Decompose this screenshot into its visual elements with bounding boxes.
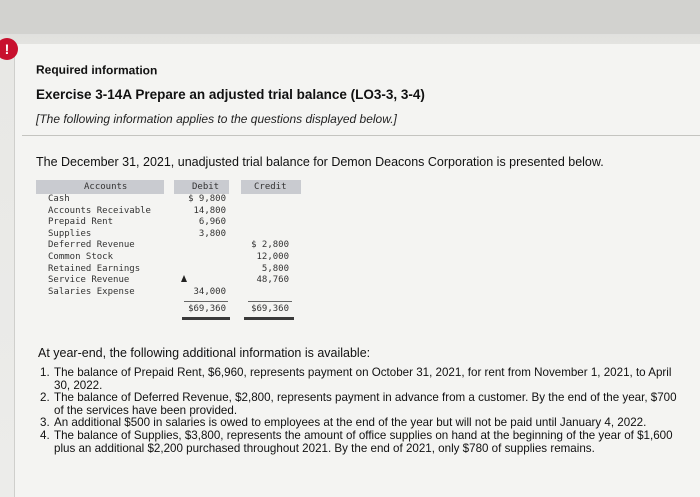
account-name: Salaries Expense [48, 286, 135, 297]
credit-value [236, 229, 289, 241]
additional-info-list [40, 367, 680, 455]
item-number: 4. [40, 428, 50, 442]
debit-value: $ 9,800 [188, 194, 226, 204]
mouse-cursor-icon [181, 275, 187, 282]
debit-header: Debit [192, 182, 220, 192]
required-information-label: Required information [36, 62, 158, 78]
account-name: Cash [48, 194, 70, 204]
debit-value [174, 252, 226, 264]
account-name: Retained Earnings [48, 263, 141, 274]
debit-value: 3,800 [198, 228, 226, 239]
divider [22, 135, 700, 136]
list-item [40, 392, 680, 417]
debit-value [174, 264, 226, 276]
top-bar [0, 0, 700, 34]
item-text: An additional $500 in salaries is owed to employees at the end of the year but will not be paid until January 4, 2022. [54, 416, 647, 430]
debit-value: 14,800 [193, 205, 226, 216]
credit-header: Credit [254, 182, 287, 192]
credit-value [236, 287, 289, 299]
credit-double-underline [244, 317, 294, 320]
item-number: 1. [40, 366, 50, 379]
credit-value: 5,800 [261, 263, 289, 274]
account-name: Prepaid Rent [48, 217, 114, 228]
account-name: Supplies [48, 228, 92, 239]
item-text: The balance of Deferred Revenue, $2,800, represents payment in advance from a customer. By the end of the year, $700 of the services have been provided. [54, 391, 677, 417]
account-name: Deferred Revenue [48, 240, 135, 251]
account-name: Service Revenue [48, 275, 130, 286]
credit-value [236, 206, 289, 218]
debit-double-underline [182, 317, 230, 320]
debit-value: 34,000 [193, 286, 226, 297]
debit-underline [184, 301, 228, 302]
exercise-title: Exercise 3-14A Prepare an adjusted trial balance (LO3-3, 3-4) [36, 87, 425, 102]
note-text: [The following information applies to the questions displayed below.] [36, 112, 397, 126]
credit-column [236, 194, 289, 298]
item-number: 2. [40, 391, 50, 405]
debit-column [174, 194, 226, 298]
credit-value: 48,760 [256, 275, 289, 286]
list-item [40, 367, 680, 392]
trial-balance-table [36, 180, 304, 318]
debit-value [174, 240, 226, 252]
credit-value: 12,000 [256, 251, 289, 262]
additional-info-heading: At year-end, the following additional information is available: [38, 346, 371, 360]
credit-value [236, 194, 289, 206]
accounts-header: Accounts [84, 182, 128, 192]
item-text: The balance of Prepaid Rent, $6,960, represents payment on October 31, 2021, for rent from November 1, 2021, to April 30, 2022. [54, 366, 672, 392]
intro-text: The December 31, 2021, unadjusted trial balance for Demon Deacons Corporation is presented below. [36, 155, 604, 169]
account-name: Common Stock [48, 251, 114, 262]
credit-value: $ 2,800 [251, 240, 289, 251]
credit-underline [248, 301, 292, 302]
debit-value: 6,960 [198, 217, 226, 228]
item-text: The balance of Supplies, $3,800, represents the amount of office supplies on hand at the beginning of the year of $1,600 plus an additional $2,200 purchased throughout 2021. By the end of 2021, only $780 of supplies remains. [54, 428, 673, 455]
account-name: Accounts Receivable [48, 205, 151, 216]
total-credit: $69,360 [251, 304, 289, 314]
list-item [40, 430, 680, 455]
item-number: 3. [40, 416, 50, 430]
total-debit: $69,360 [188, 304, 226, 314]
credit-value [236, 217, 289, 229]
alert-icon: ! [0, 38, 18, 60]
